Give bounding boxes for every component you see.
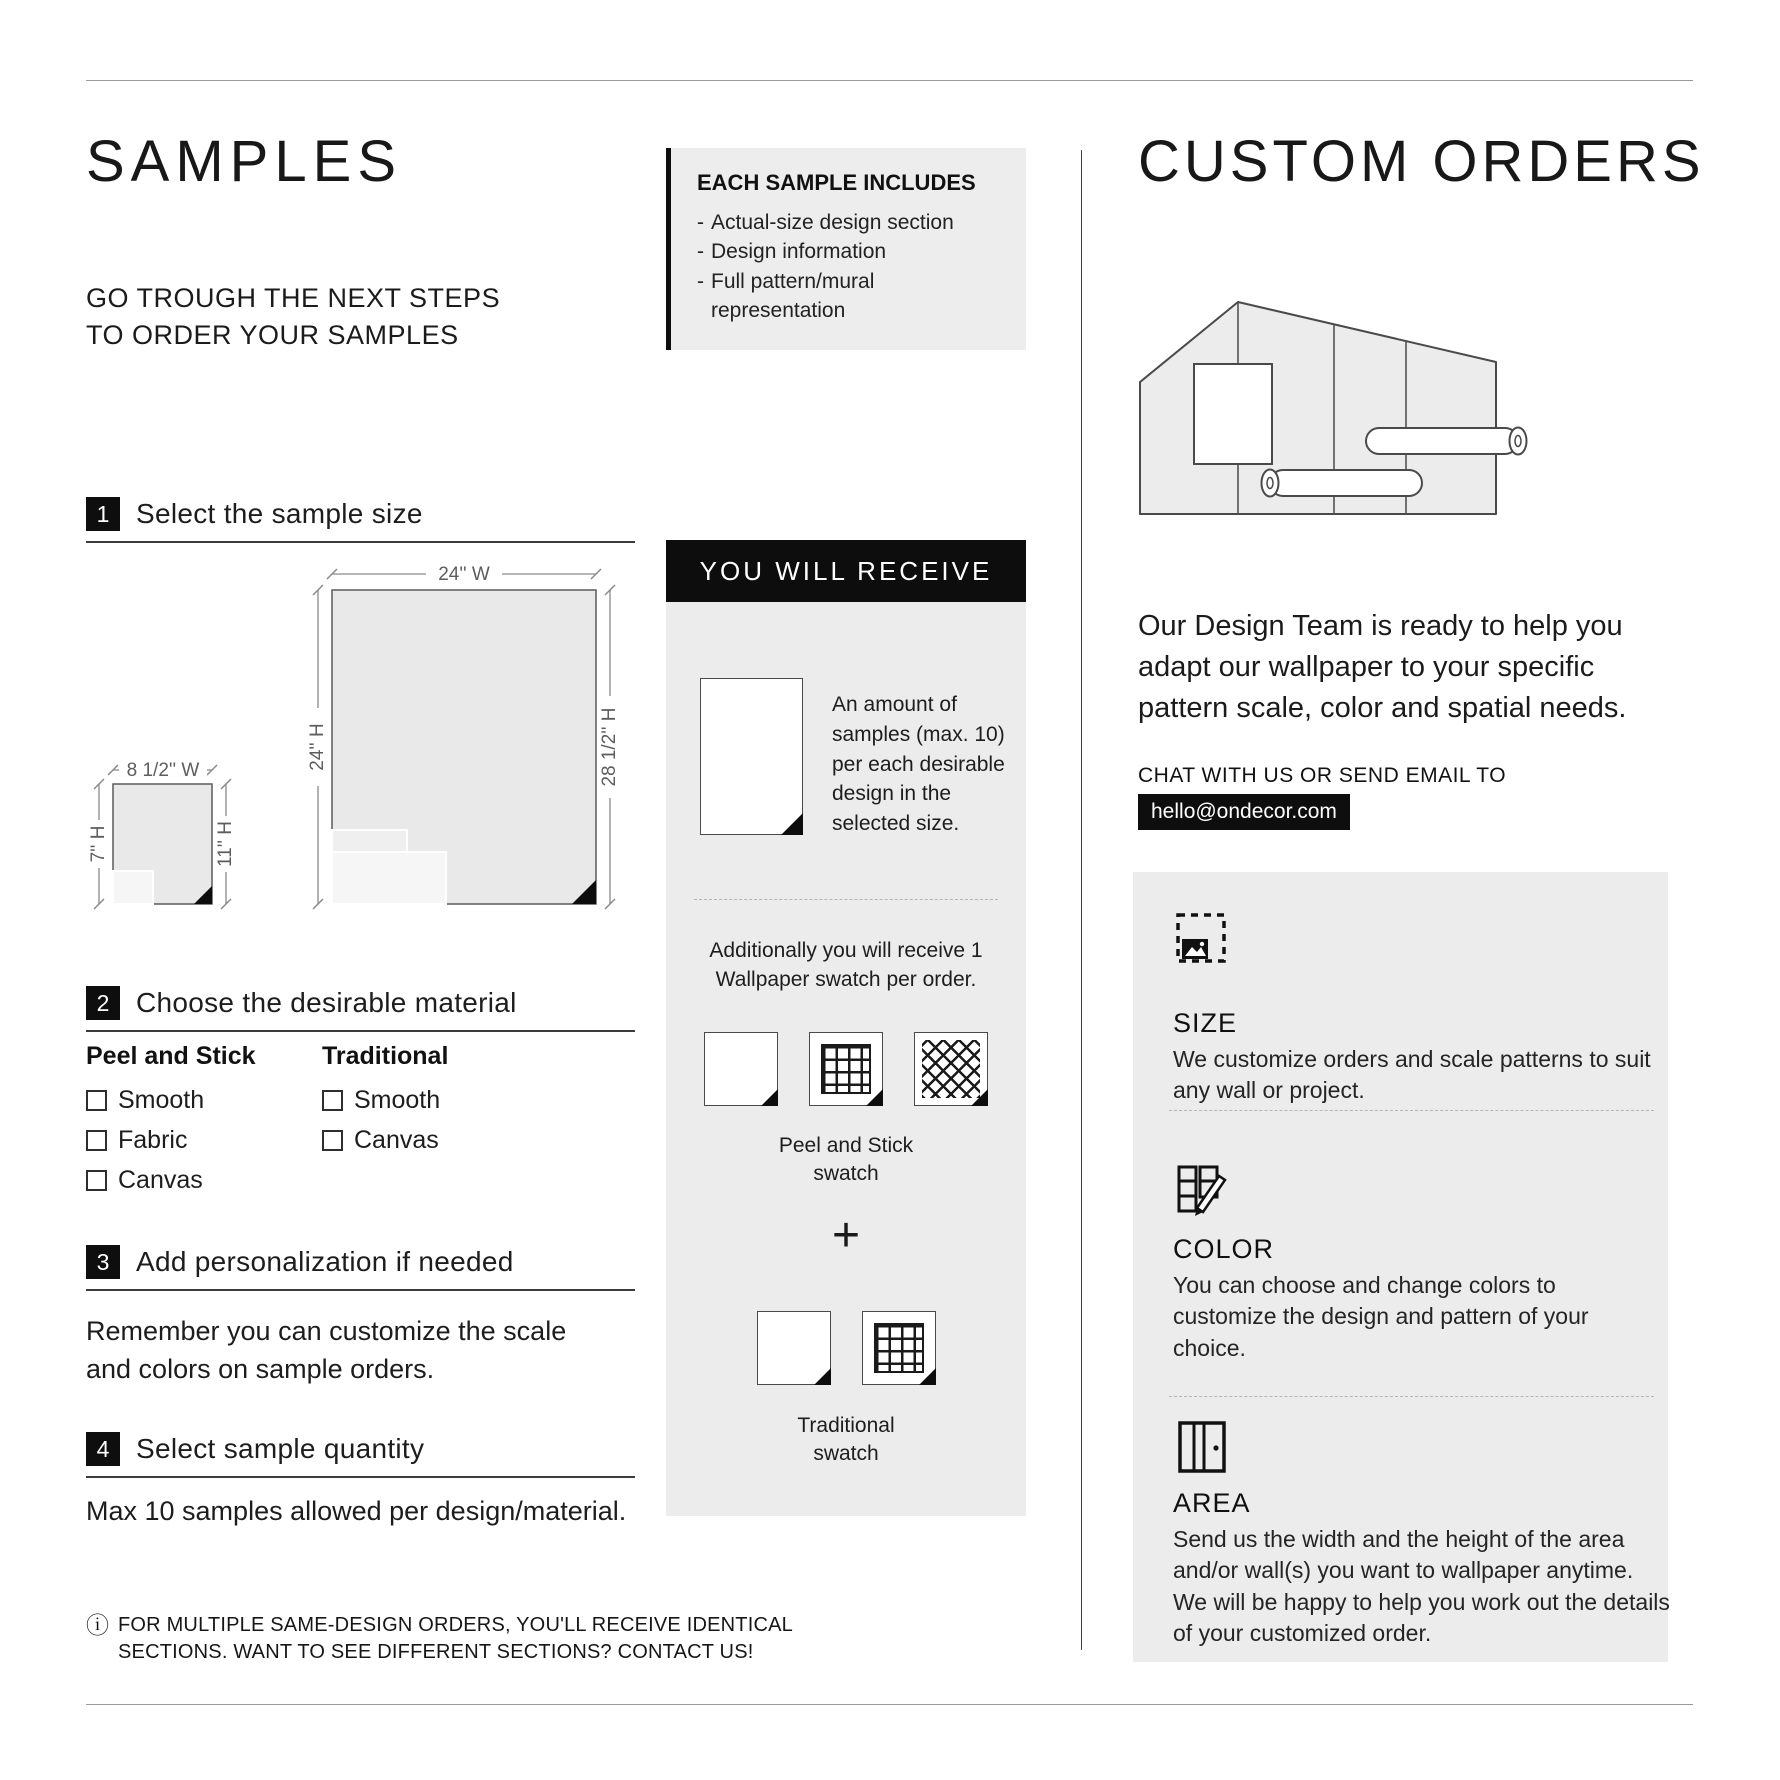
step-2-header	[86, 986, 635, 1032]
plus-icon: +	[831, 1209, 861, 1262]
small-height-full-label: 11'' H	[215, 821, 237, 867]
wallpaper-roll-icon	[1366, 428, 1527, 455]
you-will-receive-panel	[666, 540, 1026, 1516]
traditional-title: Traditional	[322, 1042, 449, 1070]
small-width-label: 8 1/2'' W	[126, 760, 200, 781]
email-link[interactable]: hello@ondecor.com	[1138, 794, 1350, 830]
step-1-title: Select the sample size	[136, 498, 423, 529]
footnote-text: FOR MULTIPLE SAME-DESIGN ORDERS, YOU'LL RECEIVE IDENTICAL SECTIONS. WANT TO SEE DIFFERENT SECTIONS? CONTACT US!	[118, 1614, 793, 1663]
step-2-number: 2	[86, 986, 120, 1020]
material-option	[322, 1086, 448, 1115]
includes-item: - Design information	[697, 237, 1004, 266]
step-4-number: 4	[86, 1432, 120, 1466]
material-option-label: Canvas	[118, 1166, 203, 1194]
grid-swatch-icon	[809, 1032, 883, 1106]
step-3-header	[86, 1245, 635, 1291]
material-option	[86, 1126, 256, 1155]
samples-subtitle: GO TROUGH THE NEXT STEPS TO ORDER YOUR SAMPLES	[86, 283, 501, 351]
dashed-divider	[1169, 1110, 1654, 1111]
includes-title: EACH SAMPLE INCLUDES	[697, 170, 976, 195]
grid-swatch-icon	[862, 1311, 936, 1385]
peel-and-stick-title: Peel and Stick	[86, 1042, 256, 1070]
small-height-label: 7'' H	[88, 825, 110, 863]
quantity-note: Max 10 samples allowed per design/material.	[86, 1496, 627, 1526]
step-3-number: 3	[86, 1245, 120, 1279]
blank-swatch-icon	[757, 1311, 831, 1385]
step-1-number: 1	[86, 497, 120, 531]
crosshatch-swatch-icon	[914, 1032, 988, 1106]
includes-item: - Full pattern/mural representation	[697, 267, 1004, 326]
step-4-title: Select sample quantity	[136, 1433, 425, 1464]
additional-swatch-text: Additionally you will receive 1 Wallpaper swatch per order.	[709, 939, 983, 992]
large-height-full-label: 28 1/2'' H	[599, 707, 621, 787]
color-icon	[1173, 1160, 1231, 1218]
peel-and-stick-swatch-row	[666, 1032, 1026, 1106]
size-heading: SIZE	[1173, 1008, 1238, 1038]
footnote	[86, 1612, 818, 1666]
material-option-label: Canvas	[354, 1126, 439, 1154]
material-column-traditional	[322, 1042, 448, 1166]
checkbox-canvas-traditional[interactable]	[322, 1130, 343, 1151]
dashed-divider	[694, 899, 998, 900]
sample-frame	[1194, 364, 1272, 464]
step-4-header	[86, 1432, 635, 1478]
blank-swatch-icon	[704, 1032, 778, 1106]
area-heading: AREA	[1173, 1488, 1251, 1518]
large-width-label: 24'' W	[438, 564, 490, 585]
area-body: Send us the width and the height of the area and/or wall(s) you want to wallpaper anytime. We will be happy to help you work out the details of your customized order.	[1173, 1526, 1670, 1646]
samples-amount-text: An amount of samples (max. 10) per each desirable design in the selected size.	[832, 693, 1005, 836]
includes-list	[697, 208, 1004, 326]
traditional-swatch-label-wrap	[666, 1412, 1026, 1469]
material-option	[86, 1166, 256, 1195]
material-option-label: Smooth	[118, 1086, 205, 1114]
color-heading: COLOR	[1173, 1234, 1275, 1264]
wallpaper-roll-icon	[1262, 470, 1423, 497]
material-option-label: Fabric	[118, 1126, 188, 1154]
wallpaper-wall-illustration	[1138, 298, 1550, 568]
color-body: You can choose and change colors to customize the design and pattern of your choice.	[1173, 1272, 1589, 1361]
material-option	[86, 1086, 256, 1115]
size-icon	[1173, 910, 1231, 968]
each-sample-includes-box	[666, 148, 1026, 350]
size-body: We customize orders and scale patterns to suit any wall or project.	[1173, 1046, 1651, 1104]
you-will-receive-header: YOU WILL RECEIVE	[666, 540, 1026, 602]
traditional-swatch-row	[666, 1311, 1026, 1385]
personalization-note: Remember you can customize the scale and colors on sample orders.	[86, 1316, 567, 1385]
top-rule	[86, 80, 1693, 81]
includes-item: - Actual-size design section	[697, 208, 1004, 237]
chat-label: CHAT WITH US OR SEND EMAIL TO	[1138, 764, 1507, 787]
sample-sheet-icon	[700, 678, 803, 835]
dashed-divider	[1169, 1396, 1654, 1397]
checkbox-smooth-traditional[interactable]	[322, 1090, 343, 1111]
area-icon	[1173, 1418, 1231, 1476]
large-height-label: 24'' H	[307, 723, 329, 771]
step-3-title: Add personalization if needed	[136, 1246, 514, 1277]
material-option	[322, 1126, 448, 1155]
step-2-title: Choose the desirable material	[136, 987, 517, 1018]
material-option-label: Smooth	[354, 1086, 441, 1114]
peel-swatch-label: Peel and Stick swatch	[778, 1134, 914, 1186]
checkbox-fabric[interactable]	[86, 1130, 107, 1151]
step-1-header	[86, 497, 635, 543]
info-icon: ⓘ	[86, 1612, 109, 1638]
custom-order-features-panel	[1133, 872, 1668, 1662]
checkbox-canvas[interactable]	[86, 1170, 107, 1191]
traditional-swatch-label: Traditional swatch	[797, 1414, 895, 1466]
custom-orders-title: CUSTOM ORDERS	[1138, 129, 1705, 194]
column-divider	[1081, 150, 1082, 1650]
design-team-intro: Our Design Team is ready to help you adapt our wallpaper to your specific pattern scale, color and spatial needs.	[1138, 610, 1627, 725]
samples-title: SAMPLES	[86, 129, 402, 194]
checkbox-smooth[interactable]	[86, 1090, 107, 1111]
peel-swatch-label-wrap	[666, 1132, 1026, 1189]
material-column-peel-and-stick	[86, 1042, 256, 1206]
sample-size-diagram	[86, 560, 646, 1060]
bottom-rule	[86, 1704, 1693, 1705]
